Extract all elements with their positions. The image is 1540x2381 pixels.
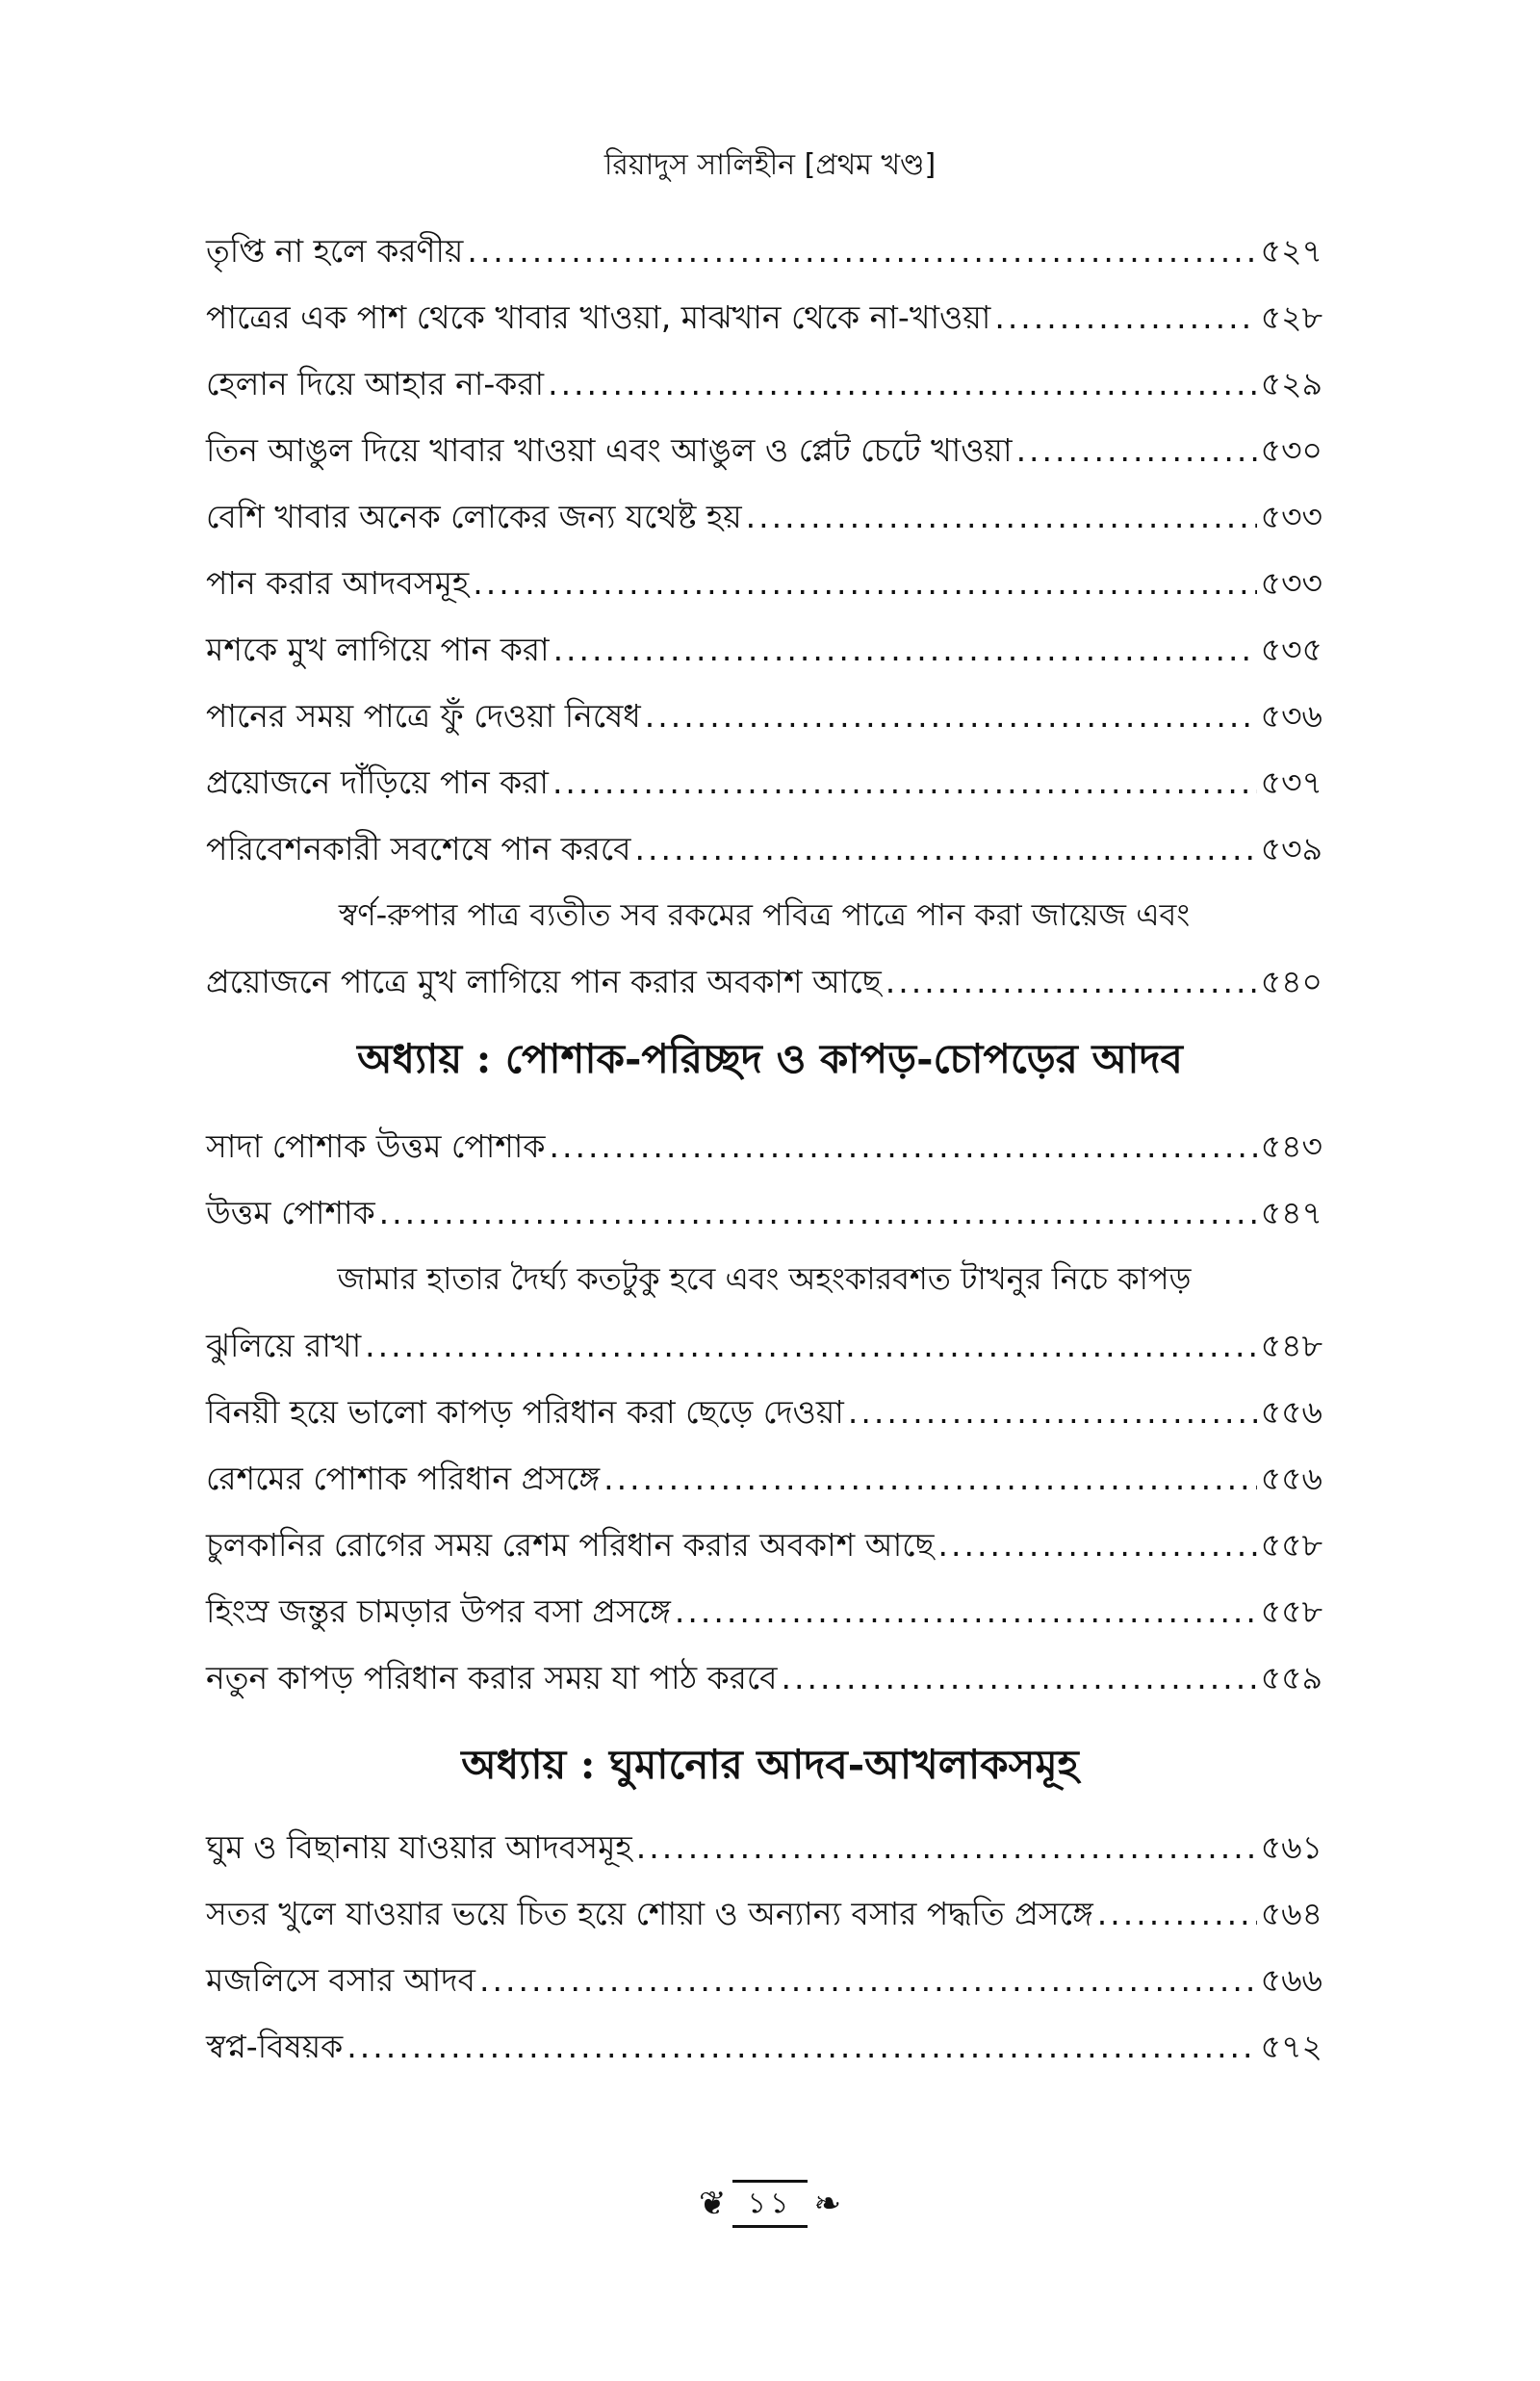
toc-entry [206,1379,1322,1445]
toc-leader-dots [379,1179,1257,1246]
toc-entry-title: সাদা পোশাক উত্তম পোশাক [206,1127,546,1165]
page-number: ১১ [732,2180,808,2228]
toc-entry-page: ৫৩৫ [1260,631,1322,668]
toc-entry-title: নতুন কাপড় পরিধান করার সময় যা পাঠ করবে [206,1659,778,1696]
toc-leader-dots [603,1445,1257,1512]
toc-entry-title: হেলান দিয়ে আহার না-করা [206,365,545,402]
toc-leader-dots [549,1113,1256,1179]
ornament-right-icon: ❧ [813,2185,841,2223]
toc-entry [206,1814,1322,1880]
toc-entry-page: ৫৬৪ [1260,1895,1322,1932]
toc-entry [206,1880,1322,1947]
toc-entry [206,1179,1322,1246]
toc-entry-title: পরিবেশনকারী সবশেষে পান করবে [206,830,631,867]
toc-entry [206,350,1322,417]
toc-entry-title: সতর খুলে যাওয়ার ভয়ে চিত হয়ে শোয়া ও অন্যান্য বসার পদ্ধতি প্রসঙ্গে [206,1895,1093,1932]
toc-leader-dots [645,683,1257,749]
toc-entry-title: প্রয়োজনে দাঁড়িয়ে পান করা [206,763,549,801]
toc-entry-page: ৫৬৬ [1260,1961,1322,1999]
toc-entry [206,2013,1322,2080]
toc-entry [206,1312,1322,1379]
toc-leader-dots [1097,1880,1257,1947]
toc-entry-page: ৫৪৭ [1260,1194,1322,1231]
page-footer [0,2180,1540,2228]
toc-entry-page: ৫৪৩ [1260,1127,1322,1165]
toc-entry-continued-line [206,1246,1322,1312]
toc-leader-dots [782,1644,1257,1711]
chapter-heading: অধ্যায় : পোশাক-পরিচ্ছদ ও কাপড়-চোপড়ের আদব [357,1035,1183,1082]
toc-leader-dots [548,350,1257,417]
toc-entry [206,815,1322,882]
toc-leader-dots [886,948,1257,1015]
toc-entry-title-part-1: জামার হাতার দৈর্ঘ্য কতটুকু হবে এবং অহংকারবশত টাখনুর নিচে কাপড় [337,1260,1192,1297]
ornament-left-icon: ❦ [699,2185,727,2223]
toc-leader-dots [346,2013,1256,2080]
toc-leader-dots [746,483,1257,550]
toc-entry-title: তৃপ্তি না হলে করণীয় [206,232,464,270]
toc-entry [206,417,1322,483]
chapter-heading: অধ্যায় : ঘুমানোর আদব-আখলাকসমূহ [461,1741,1079,1788]
toc-entry-page: ৫৭২ [1260,2028,1322,2065]
toc-entry-title: পাত্রের এক পাশ থেকে খাবার খাওয়া, মাঝখান থেকে না-খাওয়া [206,298,991,336]
toc-entry-title-part-1: স্বর্ণ-রুপার পাত্র ব্যতীত সব রকমের পবিত্র পাত্রে পান করা জায়েজ এবং [338,896,1191,933]
toc-leader-dots [635,815,1257,882]
toc-entry-page: ৫৪০ [1260,963,1322,1000]
toc-leader-dots [467,218,1256,284]
toc-leader-dots [553,616,1257,683]
toc-entry [206,550,1322,616]
toc-entry-page: ৫৩৩ [1260,564,1322,602]
toc-entry-page: ৫৫৮ [1260,1526,1322,1564]
toc-entry [206,1445,1322,1512]
toc-entry-page: ৫২৯ [1260,365,1322,402]
toc-entry-page: ৫২৮ [1260,298,1322,336]
toc-entry-page: ৫৫৬ [1260,1460,1322,1497]
toc-entry-title: রেশমের পোশাক পরিধান প্রসঙ্গে [206,1460,601,1497]
toc-leader-dots [994,284,1256,350]
toc-leader-dots [636,1814,1257,1880]
toc-leader-dots [675,1578,1257,1644]
toc-entry [206,1578,1322,1644]
toc-entry-page: ৫৩৩ [1260,498,1322,535]
toc-leader-dots [848,1379,1257,1445]
toc-entry [206,683,1322,749]
toc-leader-dots [473,550,1256,616]
toc-entry-title: ঘুম ও বিছানায় যাওয়ার আদবসমূহ [206,1828,632,1866]
toc-entry-page: ৫৩৭ [1260,763,1322,801]
toc-entry-page: ৫২৭ [1260,232,1322,270]
toc-section-1 [206,218,1322,1015]
toc-entry [206,483,1322,550]
toc-entry-page: ৫৩৬ [1260,697,1322,735]
toc-entry [206,948,1322,1015]
toc-entry-page: ৫৩৯ [1260,830,1322,867]
toc-entry-page: ৫৫৬ [1260,1393,1322,1431]
toc-entry-page: ৫৩০ [1260,431,1322,469]
toc-entry-title: মশকে মুখ লাগিয়ে পান করা [206,631,550,668]
toc-leader-dots [1016,417,1257,483]
toc-entry-page: ৫৫৯ [1260,1659,1322,1696]
toc-entry [206,218,1322,284]
toc-leader-dots [365,1312,1257,1379]
toc-entry [206,1644,1322,1711]
running-header: রিয়াদুস সালিহীন [প্রথম খণ্ড] [603,148,937,182]
toc-entry-page: ৫৪৮ [1260,1327,1322,1364]
toc-entry-title: হিংস্র জন্তুর চামড়ার উপর বসা প্রসঙ্গে [206,1592,671,1630]
toc-entry-title: তিন আঙুল দিয়ে খাবার খাওয়া এবং আঙুল ও প্লেট চেটে খাওয়া [206,431,1013,469]
toc-entry-page: ৫৬১ [1260,1828,1322,1866]
toc-entry [206,1947,1322,2013]
toc-entry-title: উত্তম পোশাক [206,1194,375,1231]
toc-entry [206,749,1322,815]
toc-entry [206,1113,1322,1179]
toc-chapter-2 [206,1113,1322,1711]
toc-entry-page: ৫৫৮ [1260,1592,1322,1630]
toc-entry-title: স্বপ্ন-বিষয়ক [206,2028,344,2065]
toc-entry-title: মজলিসে বসার আদব [206,1961,476,1999]
toc-entry-title: বিনয়ী হয়ে ভালো কাপড় পরিধান করা ছেড়ে দেওয়া [206,1393,844,1431]
toc-entry [206,616,1322,683]
toc-entry-title: পান করার আদবসমূহ [206,564,470,602]
toc-entry [206,284,1322,350]
toc-entry-title-part-2: প্রয়োজনে পাত্রে মুখ লাগিয়ে পান করার অবকাশ আছে [206,963,882,1000]
toc-entry-title: চুলকানির রোগের সময় রেশম পরিধান করার অবকাশ আছে [206,1526,935,1564]
toc-entry-title-part-2: ঝুলিয়ে রাখা [206,1327,362,1364]
toc-chapter-3 [206,1814,1322,2080]
toc-leader-dots [479,1947,1257,2013]
toc-entry-title: বেশি খাবার অনেক লোকের জন্য যথেষ্ট হয় [206,498,742,535]
toc-leader-dots [552,749,1257,815]
toc-leader-dots [937,1512,1256,1578]
toc-entry-continued-line [206,882,1322,948]
toc-entry [206,1512,1322,1578]
toc-entry-title: পানের সময় পাত্রে ফুঁ দেওয়া নিষেধ [206,697,641,735]
